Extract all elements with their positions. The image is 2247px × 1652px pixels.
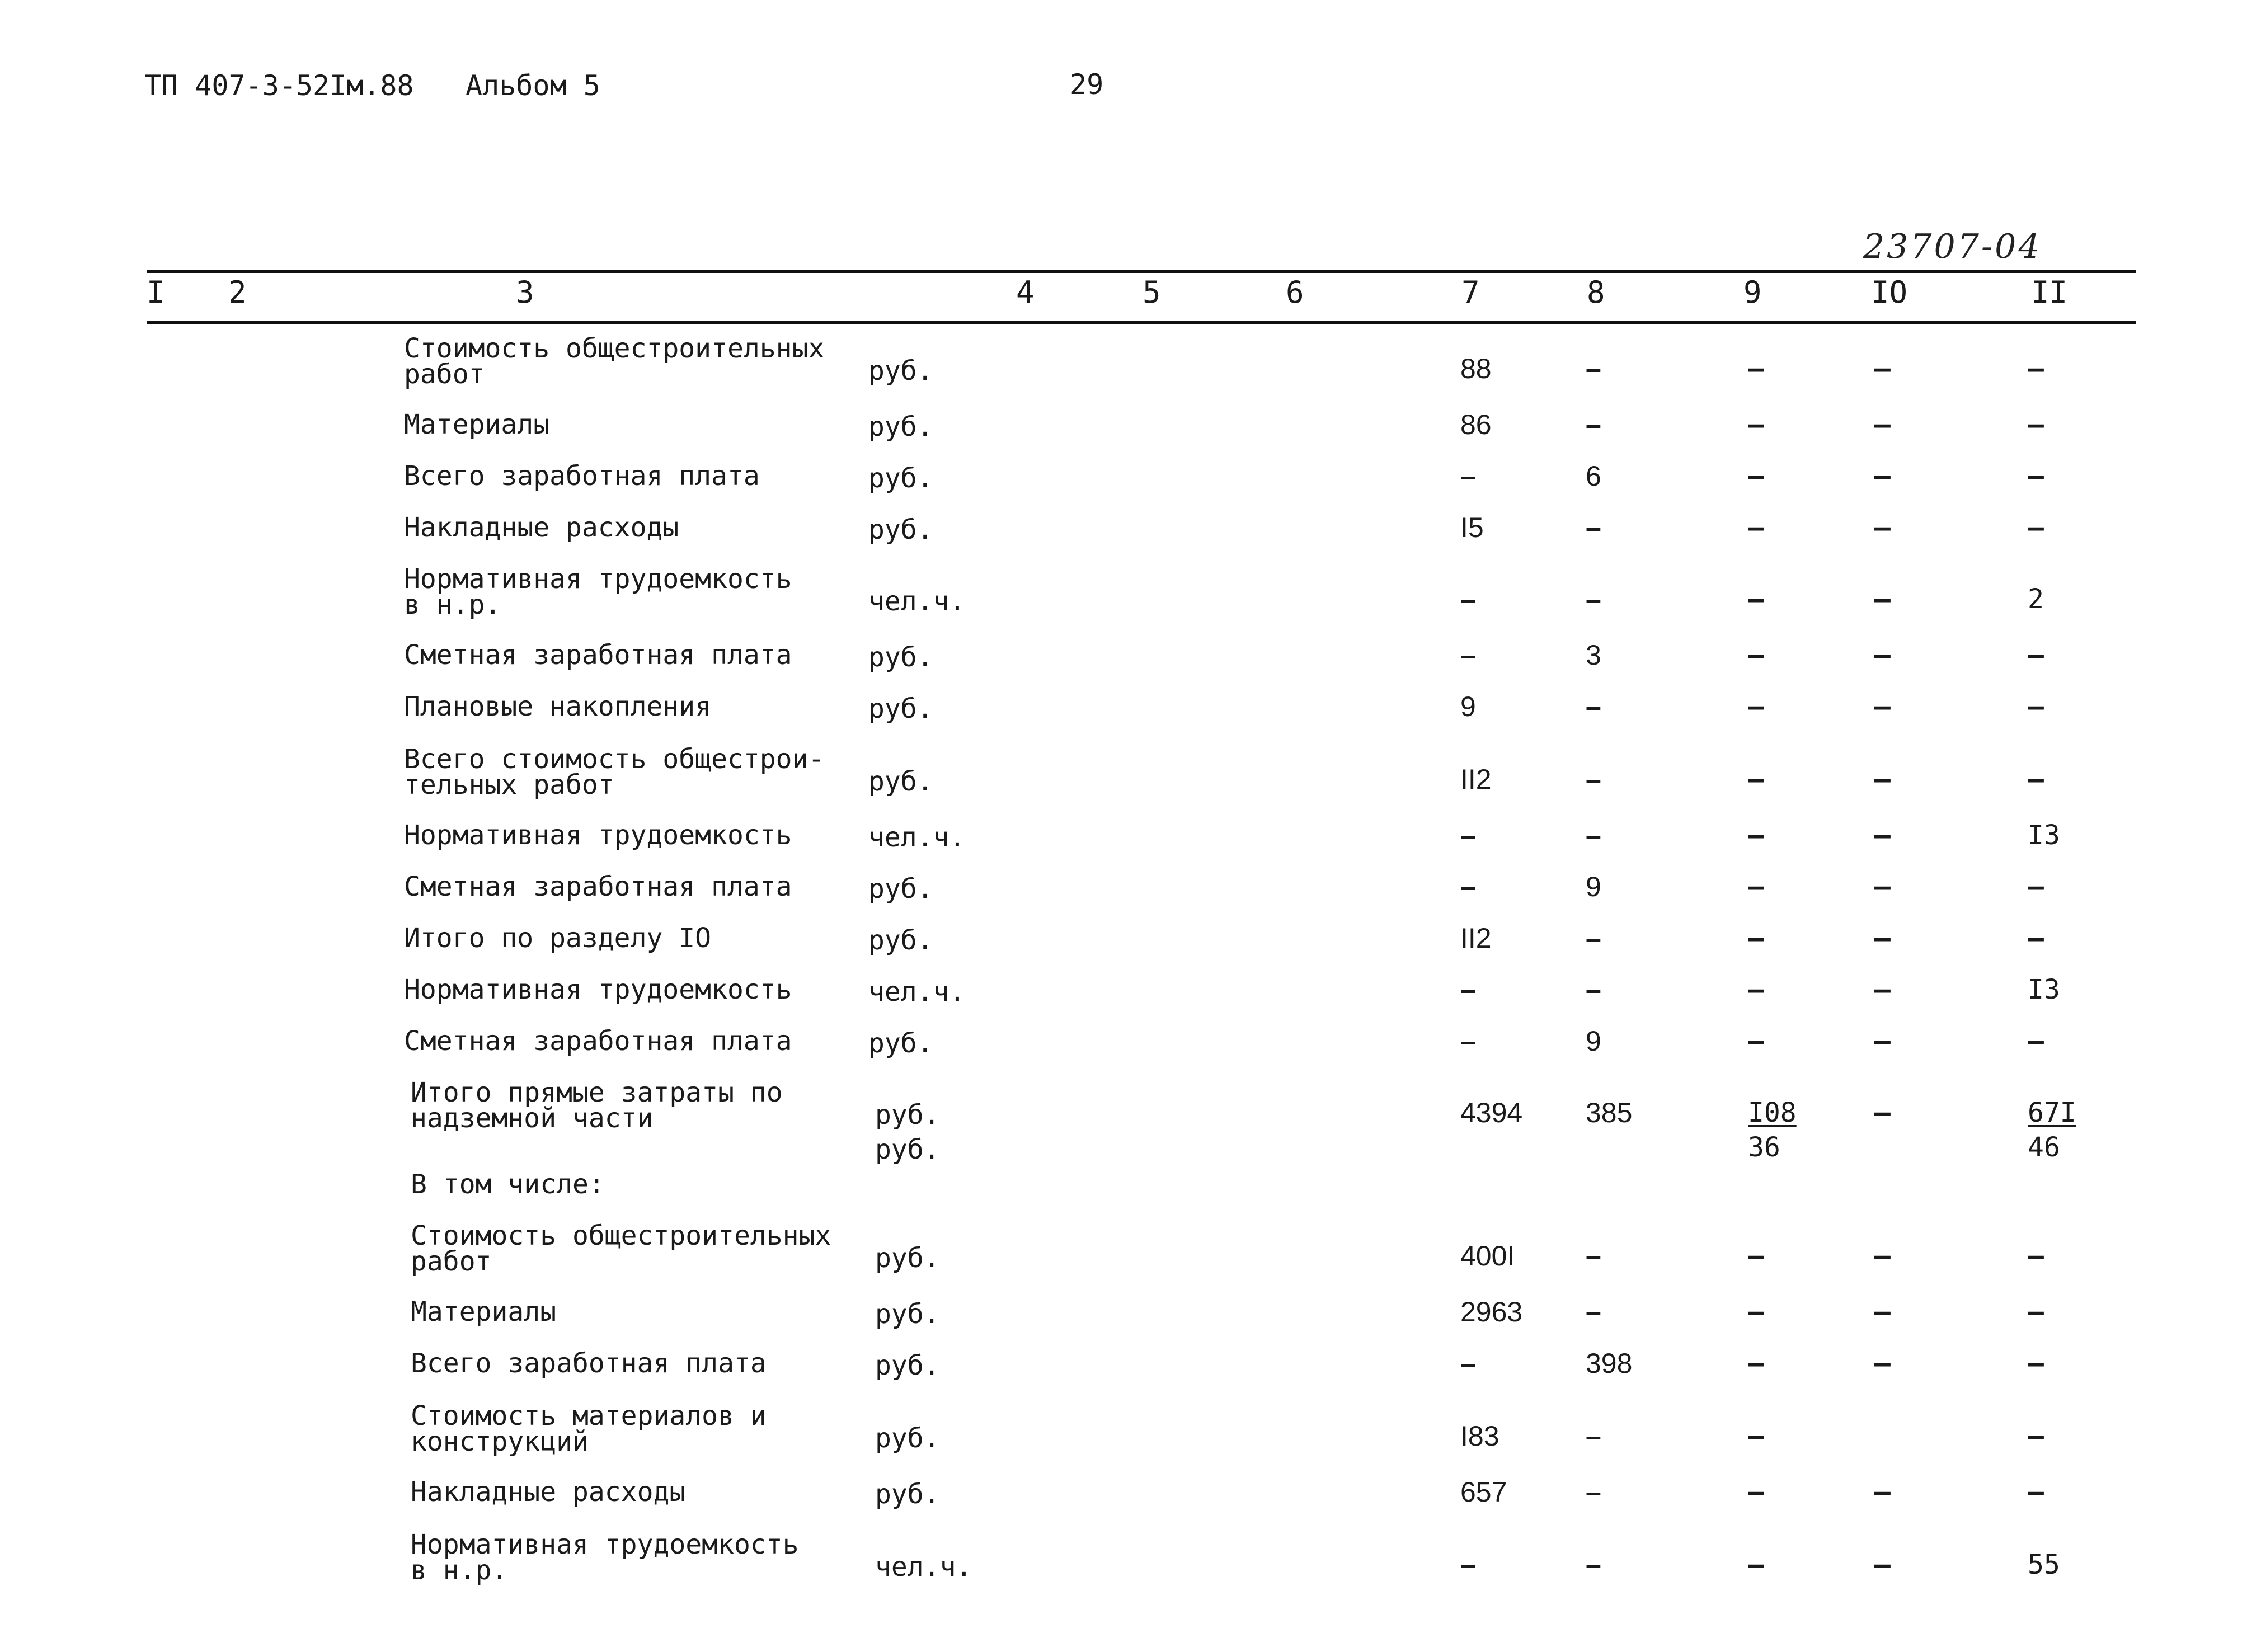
row-label: Итого прямые затраты по надземной части	[411, 1077, 783, 1134]
cell-col-8: 9	[1586, 871, 1601, 902]
album-label: Альбом 5	[466, 69, 600, 102]
cell-col-9: –	[1748, 820, 1764, 851]
table-top-rule	[147, 270, 2136, 273]
cell-col-8: –	[1586, 1549, 1601, 1580]
table-header-rule	[147, 321, 2136, 324]
row-unit: руб.	[868, 873, 933, 905]
cell-col-11: –	[2028, 460, 2044, 492]
row-unit-secondary: руб.	[875, 1134, 940, 1165]
cell-col-11: –	[2028, 1025, 2044, 1057]
row-unit: чел.ч.	[868, 586, 966, 617]
row-unit: руб.	[875, 1350, 940, 1381]
cell-col-8: –	[1586, 691, 1601, 722]
cell-col-9: –	[1748, 460, 1764, 492]
row-unit: руб.	[875, 1298, 940, 1330]
row-unit: руб.	[868, 514, 933, 545]
cell-col-8: –	[1586, 409, 1601, 440]
cell-col-9-secondary: 36	[1748, 1132, 1780, 1163]
row-unit: руб.	[875, 1479, 940, 1510]
cell-col-9: –	[1748, 871, 1764, 902]
row-label: Нормативная трудоемкость	[404, 974, 792, 1005]
column-header-2: 2	[228, 275, 247, 310]
column-header-5: 5	[1143, 275, 1161, 310]
cell-col-7: 88	[1460, 353, 1492, 384]
cell-col-7: I83	[1460, 1420, 1499, 1452]
cell-col-9: –	[1748, 691, 1764, 722]
cell-col-11: 55	[2028, 1549, 2060, 1580]
page-number: 29	[1070, 68, 1104, 101]
cell-col-7: –	[1460, 583, 1476, 615]
cell-col-10: –	[1874, 974, 1891, 1005]
cell-col-11: –	[2028, 1240, 2044, 1272]
cell-col-7: I5	[1460, 512, 1484, 543]
cell-col-11: –	[2028, 1476, 2044, 1508]
row-unit: чел.ч.	[875, 1551, 972, 1583]
cell-col-7: II2	[1460, 923, 1492, 954]
row-label: Стоимость материалов и конструкций	[411, 1400, 767, 1457]
column-header-3: 3	[516, 275, 534, 310]
cell-col-7: 400I	[1460, 1240, 1515, 1272]
row-label: Стоимость общестроительных работ	[411, 1220, 831, 1277]
cell-col-11: –	[2028, 871, 2044, 902]
cell-col-7: 86	[1460, 409, 1492, 440]
row-label: Всего стоимость общестрои- тельных работ	[404, 743, 825, 801]
cell-col-11: –	[2028, 764, 2044, 795]
cell-col-9: –	[1748, 1549, 1764, 1580]
cell-col-10: –	[1874, 409, 1891, 440]
row-unit: руб.	[875, 1099, 940, 1131]
cell-col-9: –	[1748, 1476, 1764, 1508]
column-header-6: 6	[1286, 275, 1304, 310]
cell-col-10: –	[1874, 1549, 1891, 1580]
row-unit: руб.	[868, 925, 933, 956]
cell-col-11: I3	[2028, 820, 2060, 851]
cell-col-11: –	[2028, 353, 2044, 384]
row-label: Стоимость общестроительных работ	[404, 333, 825, 390]
cell-col-7: –	[1460, 460, 1476, 492]
cell-col-11: I3	[2028, 974, 2060, 1005]
cell-col-9: –	[1748, 1025, 1764, 1057]
row-unit: руб.	[868, 355, 933, 387]
cell-col-8: –	[1586, 974, 1601, 1005]
cell-col-8: 3	[1586, 639, 1601, 671]
row-label: Нормативная трудоемкость в н.р.	[404, 563, 792, 620]
cell-col-10: –	[1874, 1348, 1891, 1379]
cell-col-7: 4394	[1460, 1097, 1523, 1128]
cell-col-10: –	[1874, 871, 1891, 902]
cell-col-8: –	[1586, 353, 1601, 384]
cell-col-10: –	[1874, 512, 1891, 543]
cell-col-10: –	[1874, 1097, 1891, 1128]
cell-col-9: –	[1748, 1420, 1764, 1452]
cell-col-10: –	[1874, 923, 1891, 954]
cell-col-7: 657	[1460, 1476, 1507, 1508]
cell-col-10: –	[1874, 353, 1891, 384]
cell-col-11: –	[2028, 923, 2044, 954]
row-label: Материалы	[411, 1296, 557, 1328]
column-header-11: II	[2031, 275, 2068, 310]
row-label: Сметная заработная плата	[404, 1025, 792, 1057]
cell-col-10: –	[1874, 1240, 1891, 1272]
row-unit: руб.	[868, 411, 933, 443]
row-unit: руб.	[868, 766, 933, 797]
cell-col-8: –	[1586, 1296, 1601, 1328]
cell-col-7: –	[1460, 1025, 1476, 1057]
cell-col-9: –	[1748, 639, 1764, 671]
cell-col-11: 2	[2028, 583, 2044, 615]
column-header-10: IO	[1871, 275, 1908, 310]
column-header-8: 8	[1587, 275, 1605, 310]
cell-col-10: –	[1874, 1476, 1891, 1508]
row-label: Сметная заработная плата	[404, 871, 792, 902]
cell-col-9: –	[1748, 583, 1764, 615]
cell-col-10: –	[1874, 764, 1891, 795]
row-label: Накладные расходы	[404, 512, 679, 543]
cell-col-7: –	[1460, 639, 1476, 671]
cell-col-8: –	[1586, 583, 1601, 615]
column-header-4: 4	[1016, 275, 1035, 310]
cell-col-11-secondary: 46	[2028, 1132, 2060, 1163]
cell-col-10: –	[1874, 460, 1891, 492]
cell-col-10: –	[1874, 1296, 1891, 1328]
cell-col-7: –	[1460, 1348, 1476, 1379]
cell-col-11: 67I	[2028, 1097, 2076, 1128]
cell-col-11: –	[2028, 1348, 2044, 1379]
row-unit: руб.	[875, 1242, 940, 1274]
row-label: Всего заработная плата	[411, 1348, 767, 1379]
row-unit: руб.	[868, 463, 933, 494]
cell-col-9: –	[1748, 764, 1764, 795]
row-unit: чел.ч.	[868, 822, 966, 853]
cell-col-7: –	[1460, 974, 1476, 1005]
cell-col-11: –	[2028, 409, 2044, 440]
cell-col-8: –	[1586, 1420, 1601, 1452]
cell-col-7: 9	[1460, 691, 1476, 722]
cell-col-10: –	[1874, 691, 1891, 722]
row-label: Накладные расходы	[411, 1476, 686, 1508]
column-header-7: 7	[1461, 275, 1480, 310]
row-label: В том числе:	[411, 1169, 605, 1200]
cell-col-9: –	[1748, 1296, 1764, 1328]
cell-col-9: –	[1748, 974, 1764, 1005]
cell-col-10: –	[1874, 820, 1891, 851]
column-header-1: I	[147, 275, 165, 310]
cell-col-11: –	[2028, 512, 2044, 543]
handwritten-note: 23707-04	[1863, 227, 2042, 266]
row-label: Всего заработная плата	[404, 460, 760, 492]
row-unit: руб.	[868, 693, 933, 724]
cell-col-8: –	[1586, 1240, 1601, 1272]
row-unit: руб.	[868, 1028, 933, 1059]
cell-col-9: –	[1748, 353, 1764, 384]
cell-col-8: –	[1586, 764, 1601, 795]
row-label: Нормативная трудоемкость в н.р.	[411, 1529, 799, 1586]
row-label: Сметная заработная плата	[404, 639, 792, 671]
cell-col-7: II2	[1460, 764, 1492, 795]
cell-col-8: 9	[1586, 1025, 1601, 1057]
cell-col-11: –	[2028, 1420, 2044, 1452]
cell-col-8: 385	[1586, 1097, 1633, 1128]
cell-col-8: 398	[1586, 1348, 1633, 1379]
cell-col-11: –	[2028, 1296, 2044, 1328]
cell-col-10: –	[1874, 639, 1891, 671]
cell-col-9: –	[1748, 923, 1764, 954]
row-unit: руб.	[868, 642, 933, 673]
cell-col-7: –	[1460, 1549, 1476, 1580]
cell-col-9: –	[1748, 512, 1764, 543]
cell-col-8: –	[1586, 512, 1601, 543]
cell-col-8: –	[1586, 1476, 1601, 1508]
cell-col-9: I08	[1748, 1097, 1797, 1128]
document-code: ТП 407-3-52Iм.88	[144, 69, 414, 102]
cell-col-7: 2963	[1460, 1296, 1523, 1328]
row-unit: чел.ч.	[868, 976, 966, 1008]
cell-col-9: –	[1748, 409, 1764, 440]
cell-col-9: –	[1748, 1240, 1764, 1272]
row-unit: руб.	[875, 1423, 940, 1454]
row-label: Материалы	[404, 409, 550, 440]
cell-col-10: –	[1874, 1025, 1891, 1057]
cell-col-7: –	[1460, 820, 1476, 851]
row-label: Итого по разделу IO	[404, 923, 712, 954]
cell-col-11: –	[2028, 691, 2044, 722]
cell-col-8: –	[1586, 820, 1601, 851]
cell-col-8: –	[1586, 923, 1601, 954]
cell-col-8: 6	[1586, 460, 1601, 492]
cell-col-9: –	[1748, 1348, 1764, 1379]
cell-col-11: –	[2028, 639, 2044, 671]
row-label: Нормативная трудоемкость	[404, 820, 792, 851]
row-label: Плановые накопления	[404, 691, 712, 722]
column-header-9: 9	[1743, 275, 1762, 310]
cell-col-10: –	[1874, 583, 1891, 615]
cell-col-7: –	[1460, 871, 1476, 902]
